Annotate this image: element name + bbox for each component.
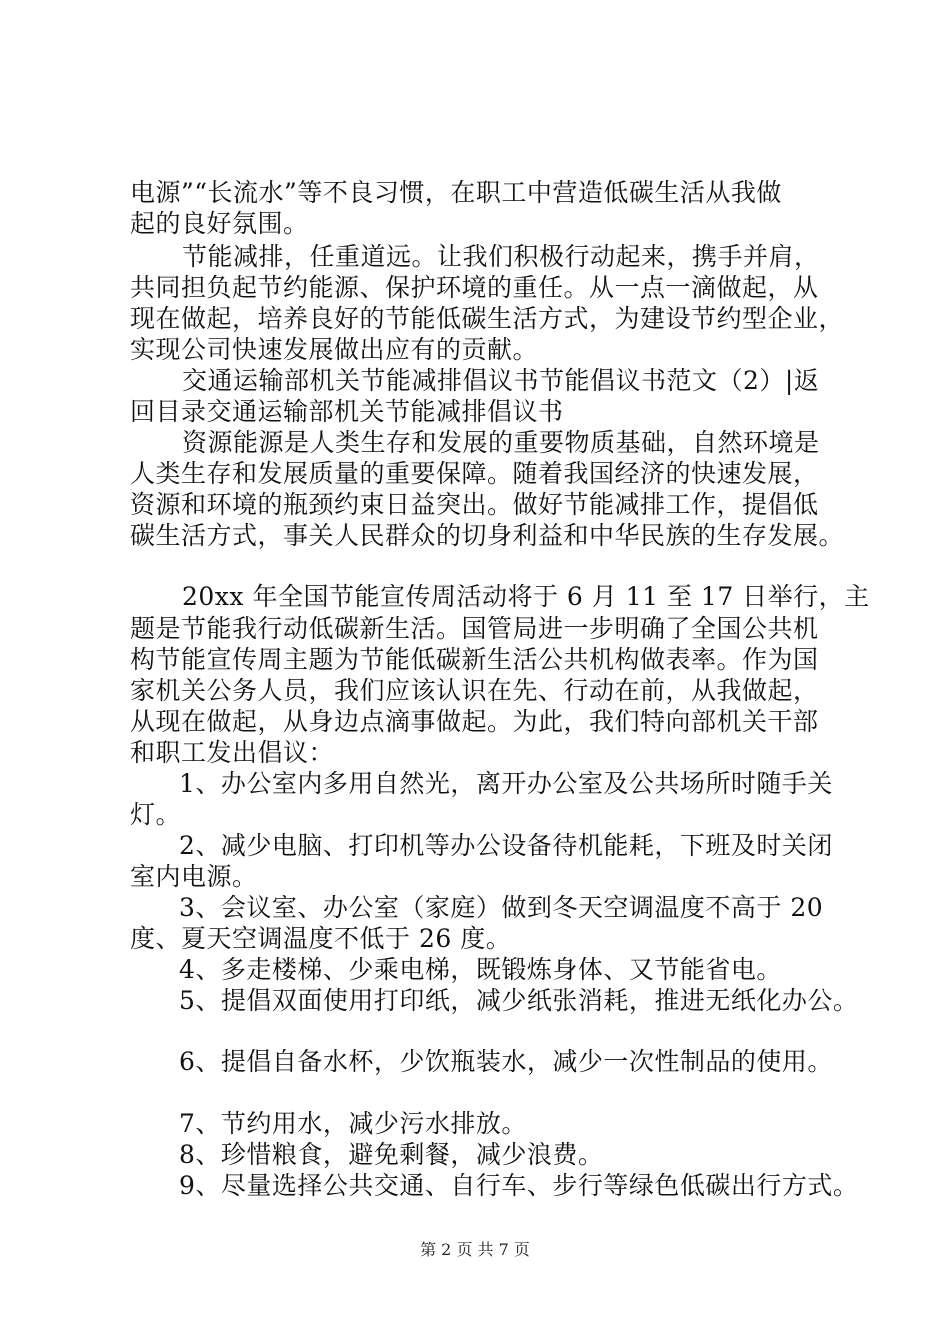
text-line: 起的良好氛围。 (130, 209, 309, 238)
text-line: 9、尽量选择公共交通、自行车、步行等绿色低碳出行方式。 (179, 1171, 859, 1200)
text-line: 2、减少电脑、打印机等办公设备待机能耗，下班及时关闭 (179, 831, 833, 860)
text-line: 资源和环境的瓶颈约束日益突出。做好节能减排工作，提倡低 (130, 490, 819, 519)
text-line: 题是节能我行动低碳新生活。国管局进一步明确了全国公共机 (130, 614, 819, 643)
text-line: 构节能宣传周主题为节能低碳新生活公共机构做表率。作为国 (130, 645, 819, 674)
text-line: 灯。 (130, 800, 182, 829)
text-line: 电源”“长流水”等不良习惯，在职工中营造低碳生活从我做 (130, 178, 782, 207)
text-line: 8、珍惜粮食，避免剩餐，减少浪费。 (179, 1140, 604, 1169)
text-line: 实现公司快速发展做出应有的贡献。 (130, 335, 539, 364)
text-line: 共同担负起节约能源、保护环境的重任。从一点一滴做起，从 (130, 273, 819, 302)
text-line: 室内电源。 (130, 862, 258, 891)
text-line: 家机关公务人员，我们应该认识在先、行动在前，从我做起， (130, 676, 819, 705)
text-line: 度、夏天空调温度不低于 26 度。 (130, 924, 512, 953)
text-line: 碳生活方式，事关人民群众的切身利益和中华民族的生存发展。 (130, 521, 845, 550)
text-line: 资源能源是人类生存和发展的重要物质基础，自然环境是 (182, 428, 820, 457)
text-line: 和职工发出倡议： (130, 738, 335, 767)
text-line: 6、提倡自备水杯，少饮瓶装水，减少一次性制品的使用。 (179, 1047, 833, 1076)
text-line: 交通运输部机关节能减排倡议书节能倡议书范文（2）|返 (182, 366, 820, 395)
text-line: 7、节约用水，减少污水排放。 (179, 1109, 527, 1138)
text-line: 人类生存和发展质量的重要保障。随着我国经济的快速发展， (130, 459, 819, 488)
text-line: 1、办公室内多用自然光，离开办公室及公共场所时随手关 (179, 769, 833, 798)
text-line: 节能减排，任重道远。让我们积极行动起来，携手并肩， (182, 242, 820, 271)
text-line: 4、多走楼梯、少乘电梯，既锻炼身体、又节能省电。 (179, 955, 782, 984)
text-line: 回目录交通运输部机关节能减排倡议书 (130, 397, 564, 426)
text-line: 从现在做起，从身边点滴事做起。为此，我们特向部机关干部 (130, 707, 819, 736)
page-number-footer: 第 2 页 共 7 页 (420, 1240, 530, 1259)
text-line: 20xx 年全国节能宣传周活动将于 6 月 11 至 17 日举行，主 (182, 582, 870, 611)
text-line: 现在做起，培养良好的节能低碳生活方式，为建设节约型企业， (130, 304, 845, 333)
text-line: 3、会议室、办公室（家庭）做到冬天空调温度不高于 20 (179, 893, 824, 922)
text-line: 5、提倡双面使用打印纸，减少纸张消耗，推进无纸化办公。 (179, 986, 859, 1015)
